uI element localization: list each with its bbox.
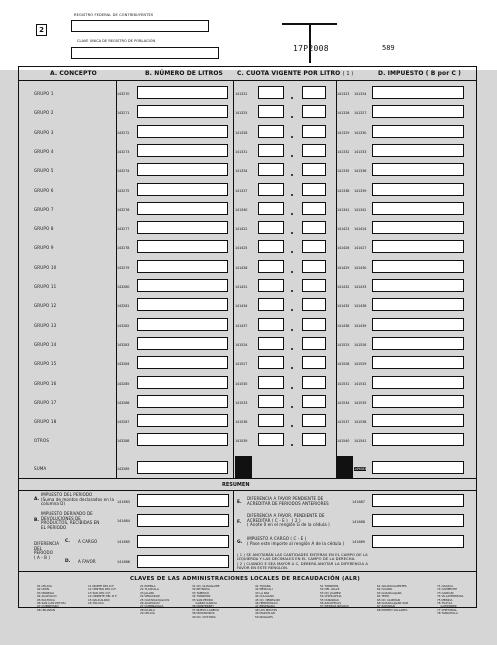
quota-integer-field[interactable] <box>258 356 284 369</box>
quota-integer-field[interactable] <box>258 395 284 408</box>
row-code-c1: 141428 <box>235 266 248 270</box>
col-b-header: B. NÚMERO DE LITROS <box>145 70 223 77</box>
tax-field[interactable] <box>372 318 464 331</box>
decimal-point <box>291 309 293 311</box>
quota-decimal-field[interactable] <box>302 260 326 273</box>
row-code-c2: 141438 <box>337 324 350 328</box>
row-label: GRUPO 17 <box>34 400 57 405</box>
tax-field[interactable] <box>372 260 464 273</box>
resumen-a-label: IMPUESTO DEL PERIODO (Suma de montos declarados en la columna D) <box>41 492 115 507</box>
resumen-b-code: 141684 <box>117 519 130 523</box>
row-code-c2: 141332 <box>337 150 350 154</box>
liters-field[interactable] <box>137 279 228 292</box>
row-code-b: 143270 <box>117 92 130 96</box>
row-code-c2: 141341 <box>337 208 350 212</box>
row-code-b: 143286 <box>117 401 130 405</box>
divider-b-c <box>233 80 234 478</box>
quota-integer-field[interactable] <box>258 298 284 311</box>
quota-integer-field[interactable] <box>258 240 284 253</box>
col-a-header: A. CONCEPTO <box>50 70 97 77</box>
decimal-point <box>291 116 293 118</box>
row-code-b: 143284 <box>117 362 130 366</box>
liters-field[interactable] <box>137 337 228 350</box>
row-code-c2: 141326 <box>337 111 350 115</box>
row-code-c1: 141325 <box>235 111 248 115</box>
resumen-d-letter: D. <box>65 559 71 564</box>
resumen-title: RESUMEN <box>222 482 250 488</box>
decimal-point <box>291 251 293 253</box>
resumen-g-letter: G. <box>237 540 243 545</box>
alr-column: 51 TORREON 52 DEL VALLE 53 CD. JUAREZ 54 CHIHUAHUA 55 DURANGO 56 ZACATECAS 57 PIEDRAS NEGRAS <box>320 584 349 609</box>
row-code-c2: 141338 <box>337 189 350 193</box>
decimal-point <box>291 194 293 196</box>
tax-field[interactable] <box>372 298 464 311</box>
row-label: GRUPO 12 <box>34 303 57 308</box>
decimal-point <box>291 155 293 157</box>
liters-field[interactable] <box>137 395 228 408</box>
decimal-point <box>291 271 293 273</box>
resumen-f-code: 141688 <box>352 520 365 524</box>
resumen-c-field[interactable] <box>137 535 229 548</box>
quota-integer-field[interactable] <box>258 163 284 176</box>
tax-field[interactable] <box>372 395 464 408</box>
row-code-d: 141532 <box>354 382 367 386</box>
resumen-g-label: IMPUESTO A CARGO ( C - E ) ( Pase este importe al renglón A de la cédula ) <box>247 536 345 546</box>
row-code-b: 143278 <box>117 246 130 250</box>
alr-column: 41 TIJUANA 42 MEXICALI 43 LA PAZ 44 CULIACAN 45 CD. OBREGON 46 HERMOSILLO 47 ENSENADA 48 LOS MOCHIS 49 MAZATLAN 50 NOGALES <box>255 584 280 619</box>
row-code-c1: 141425 <box>235 246 248 250</box>
quota-decimal-field[interactable] <box>302 414 326 427</box>
decimal-point <box>291 367 293 369</box>
resumen-c-label: A CARGO <box>78 539 98 544</box>
liters-field[interactable] <box>137 298 228 311</box>
diferencia-label: DIFERENCIA DEL PERIODO ( A - B ) <box>34 541 60 560</box>
tax-field[interactable] <box>372 414 464 427</box>
suma-code-d: 149083 <box>354 467 367 471</box>
row-label: GRUPO 2 <box>34 110 54 115</box>
row-code-c1: 141530 <box>235 382 248 386</box>
curp-field[interactable] <box>71 47 219 59</box>
row-code-d: 141342 <box>354 208 367 212</box>
row-label: GRUPO 9 <box>34 245 54 250</box>
row-label: GRUPO 11 <box>34 284 57 289</box>
tax-field[interactable] <box>372 202 464 215</box>
liters-field[interactable] <box>137 433 228 446</box>
row-label: GRUPO 4 <box>34 149 54 154</box>
row-label: GRUPO 16 <box>34 381 57 386</box>
decimal-point <box>291 290 293 292</box>
col-c-note: ( 1 ) <box>342 71 354 77</box>
decimal-point <box>291 174 293 176</box>
row-code-b: 143272 <box>117 131 130 135</box>
alr-column: 71 OAXACA 72 CAMPECHE 73 CANCUN 74 VILLAHERMOSA 75 MERIDA 76 TUXTLA GUTIERREZ 77 CHETUMAL 78 TAPACHULA <box>437 584 464 616</box>
row-code-d: 141439 <box>354 324 367 328</box>
suma-code-b: 143289 <box>117 467 130 471</box>
row-code-c2: 141531 <box>337 382 350 386</box>
row-code-b: 143282 <box>117 324 130 328</box>
row-label: GRUPO 6 <box>34 188 54 193</box>
tax-field[interactable] <box>372 433 464 446</box>
row-label: GRUPO 8 <box>34 226 54 231</box>
tax-field[interactable] <box>372 163 464 176</box>
row-code-d: 141427 <box>354 246 367 250</box>
row-code-c2: 141537 <box>337 420 350 424</box>
tax-field[interactable] <box>372 221 464 234</box>
suma-block-d <box>336 456 353 478</box>
row-code-c1: 141434 <box>235 304 248 308</box>
row-code-d: 141433 <box>354 285 367 289</box>
tax-field[interactable] <box>372 376 464 389</box>
row-code-c2: 141423 <box>337 227 350 231</box>
row-code-d: 141424 <box>354 227 367 231</box>
resumen-g-code: 141689 <box>352 540 365 544</box>
resumen-a-code: 141683 <box>117 500 130 504</box>
row-code-c2: 141534 <box>337 401 350 405</box>
liters-field[interactable] <box>137 202 228 215</box>
row-code-d: 141538 <box>354 420 367 424</box>
row-code-c1: 141340 <box>235 208 248 212</box>
quota-decimal-field[interactable] <box>302 337 326 350</box>
row-code-c2: 141540 <box>337 439 350 443</box>
row-code-c1: 141536 <box>235 420 248 424</box>
row-code-b: 143276 <box>117 208 130 212</box>
row-code-c1: 141322 <box>235 92 248 96</box>
tax-field[interactable] <box>372 356 464 369</box>
col-c-header <box>237 70 353 77</box>
row-code-b: 143271 <box>117 111 130 115</box>
suma-tax-field[interactable] <box>372 461 464 474</box>
row-code-d: 141526 <box>354 343 367 347</box>
row-label: GRUPO 18 <box>34 419 57 424</box>
row-code-d: 141436 <box>354 304 367 308</box>
row-code-c1: 141422 <box>235 227 248 231</box>
rfc-field[interactable] <box>71 20 209 32</box>
liters-field[interactable] <box>137 356 228 369</box>
quota-integer-field[interactable] <box>258 337 284 350</box>
decimal-point <box>291 444 293 446</box>
row-code-c1: 141437 <box>235 324 248 328</box>
row-label: GRUPO 15 <box>34 361 57 366</box>
col-d-header: D. IMPUESTO ( B por C ) <box>378 70 462 77</box>
quota-decimal-field[interactable] <box>302 356 326 369</box>
quota-integer-field[interactable] <box>258 183 284 196</box>
quota-decimal-field[interactable] <box>302 318 326 331</box>
row-code-c1: 141527 <box>235 362 248 366</box>
alr-column: 11 NORTE DEL D.F. 12 CENTRO DEL D.F. 13 SUR DEL D.F. 14 ORIENTE DEL D.F. 15 NAUCALPAN 16 TOLUCA <box>88 584 118 606</box>
decimal-point <box>291 136 293 138</box>
row-code-d: 141535 <box>354 401 367 405</box>
quota-decimal-field[interactable] <box>302 298 326 311</box>
suma-bottom-line <box>18 478 477 479</box>
row-label: GRUPO 1 <box>34 91 54 96</box>
quota-decimal-field[interactable] <box>302 279 326 292</box>
row-code-d: 141324 <box>354 92 367 96</box>
resumen-b-field[interactable] <box>137 514 229 527</box>
quota-integer-field[interactable] <box>258 144 284 157</box>
liters-field[interactable] <box>137 144 228 157</box>
row-code-c2: 141329 <box>337 131 350 135</box>
row-code-c1: 141539 <box>235 439 248 443</box>
liters-field[interactable] <box>137 125 228 138</box>
row-code-c1: 141524 <box>235 343 248 347</box>
handwritten-rfc: 17P2008 <box>293 44 329 53</box>
divider-c-d <box>336 80 337 478</box>
row-code-b: 143285 <box>117 382 130 386</box>
liters-field[interactable] <box>137 318 228 331</box>
liters-field[interactable] <box>137 221 228 234</box>
resumen-f-label: DIFERENCIA A FAVOR, PENDIENTE DE ACREDITAR ( C - E ) ( 2 ) ( Anote 0 en el renglón G de la cédula ) <box>247 513 330 528</box>
decimal-point <box>291 329 293 331</box>
handwritten-number: 589 <box>382 44 395 52</box>
row-code-c2: 141528 <box>337 362 350 366</box>
resumen-e-field[interactable] <box>372 494 464 507</box>
liters-field[interactable] <box>137 105 228 118</box>
quota-integer-field[interactable] <box>258 279 284 292</box>
resumen-f-field[interactable] <box>372 514 464 527</box>
decimal-point <box>291 406 293 408</box>
row-code-c1: 141431 <box>235 285 248 289</box>
row-code-c2: 141429 <box>337 266 350 270</box>
resumen-b-letter: B. <box>34 518 40 523</box>
tax-field[interactable] <box>372 125 464 138</box>
row-label: GRUPO 3 <box>34 130 54 135</box>
row-code-c1: 141334 <box>235 169 248 173</box>
liters-field[interactable] <box>137 163 228 176</box>
quota-integer-field[interactable] <box>258 86 284 99</box>
row-code-b: 143273 <box>117 150 130 154</box>
resumen-e-label: DIFERENCIA A FAVOR PENDIENTE DE ACREDITAR DE PERIODOS ANTERIORES <box>247 496 329 506</box>
t-mark-stem <box>309 23 311 63</box>
row-code-d: 141336 <box>354 169 367 173</box>
quota-decimal-field[interactable] <box>302 86 326 99</box>
row-code-d: 141430 <box>354 266 367 270</box>
resumen-middle-divider <box>233 490 234 571</box>
row-code-c2: 141335 <box>337 169 350 173</box>
liters-field[interactable] <box>137 240 228 253</box>
quota-integer-field[interactable] <box>258 221 284 234</box>
quota-integer-field[interactable] <box>258 376 284 389</box>
quota-decimal-field[interactable] <box>302 376 326 389</box>
decimal-point <box>291 213 293 215</box>
row-code-d: 141541 <box>354 439 367 443</box>
tax-field[interactable] <box>372 86 464 99</box>
claves-divider <box>18 571 477 572</box>
row-code-d: 141327 <box>354 111 367 115</box>
quota-decimal-field[interactable] <box>302 125 326 138</box>
row-code-b: 143287 <box>117 420 130 424</box>
row-code-c2: 141426 <box>337 246 350 250</box>
quota-integer-field[interactable] <box>258 202 284 215</box>
row-code-c1: 141533 <box>235 401 248 405</box>
row-label: GRUPO 5 <box>34 168 54 173</box>
resumen-e-letter: E. <box>237 500 242 505</box>
quota-integer-field[interactable] <box>258 125 284 138</box>
row-code-c2: 141525 <box>337 343 350 347</box>
quota-integer-field[interactable] <box>258 318 284 331</box>
row-code-b: 143288 <box>117 439 130 443</box>
resumen-notes: ( 1 ) SE ANOTARÁN LAS CANTIDADES ENTERAS EN EL CAMPO DE LA IZQUIERDA Y LAS DECIMALES EN EL CAMPO DE LA DERECHA. ( 2 ) CUANDO E SEA MAYOR A C, DEBERÁ ANOTAR LA DIFERENCIA A FAVOR EN ESTE RENGLÓN. <box>237 553 368 570</box>
quota-decimal-field[interactable] <box>302 183 326 196</box>
row-code-b: 143279 <box>117 266 130 270</box>
resumen-b-label: IMPUESTO DERIVADO DE DEVOLUCIONES DE PRODUCTOS, RECIBIDAS EN EL PERIODO <box>41 511 100 530</box>
row-code-d: 141339 <box>354 189 367 193</box>
suma-block-c <box>235 456 252 478</box>
resumen-divider <box>18 490 477 491</box>
resumen-d-label: A FAVOR <box>78 559 96 564</box>
alr-column: 01 CELAYA 02 LEON 03 MORELIA 04 ACAPULCO 05 PACHUCA 06 SAN LUIS POTOSI 07 QUERETARO 08 URUAPAN <box>37 584 66 612</box>
resumen-c-letter: C. <box>65 539 70 544</box>
rfc-label: REGISTRO FEDERAL DE CONTRIBUYENTES <box>74 13 154 17</box>
row-code-c2: 141323 <box>337 92 350 96</box>
quota-integer-field[interactable] <box>258 414 284 427</box>
quota-decimal-field[interactable] <box>302 202 326 215</box>
row-label: GRUPO 10 <box>34 265 57 270</box>
quota-integer-field[interactable] <box>258 433 284 446</box>
suma-label: SUMA <box>34 466 47 471</box>
alr-column: 61 AGUASCALIENTES 62 COLIMA 63 GUADALAJARA 64 TEPIC 65 CD. GUZMAN 66 GUADALAJARA SUR 67 ZAPOPAN 68 PUERTO VALLARTA <box>377 584 409 612</box>
resumen-g-field[interactable] <box>372 535 464 548</box>
liters-field[interactable] <box>137 376 228 389</box>
row-label: GRUPO 13 <box>34 323 57 328</box>
liters-field[interactable] <box>137 260 228 273</box>
liters-field[interactable] <box>137 414 228 427</box>
alr-column: 21 PUEBLA 22 TLAXCALA 23 JALAPA 24 VERACRUZ 25 COATZACOALCOS 26 ACAPULCO 27 CUERNAVACA 28 IGUALA 29 CELAYA <box>140 584 170 616</box>
row-code-b: 143281 <box>117 304 130 308</box>
tax-field[interactable] <box>372 337 464 350</box>
decimal-point <box>291 348 293 350</box>
form-number: 2 <box>36 24 47 36</box>
resumen-c-code: 141685 <box>117 540 130 544</box>
resumen-a-letter: A. <box>34 497 40 502</box>
row-code-d: 141529 <box>354 362 367 366</box>
row-code-d: 141330 <box>354 131 367 135</box>
tax-field[interactable] <box>372 279 464 292</box>
divider-a-b <box>116 80 117 478</box>
quota-decimal-field[interactable] <box>302 240 326 253</box>
liters-field[interactable] <box>137 183 228 196</box>
quota-decimal-field[interactable] <box>302 433 326 446</box>
quota-decimal-field[interactable] <box>302 105 326 118</box>
row-code-b: 143275 <box>117 189 130 193</box>
row-code-b: 143274 <box>117 169 130 173</box>
tax-field[interactable] <box>372 240 464 253</box>
row-code-c2: 141435 <box>337 304 350 308</box>
header-divider <box>18 80 477 81</box>
decimal-point <box>291 425 293 427</box>
resumen-a-field[interactable] <box>137 494 229 507</box>
tax-field[interactable] <box>372 105 464 118</box>
quota-decimal-field[interactable] <box>302 163 326 176</box>
row-code-c1: 141328 <box>235 131 248 135</box>
resumen-e-code: 141687 <box>352 500 365 504</box>
claves-title: CLAVES DE LAS ADMINISTRACIONES LOCALES DE RECAUDACIÓN (ALR) <box>130 576 361 582</box>
decimal-point <box>291 387 293 389</box>
quota-decimal-field[interactable] <box>302 395 326 408</box>
row-code-b: 143283 <box>117 343 130 347</box>
col-c-title: C. CUOTA VIGENTE POR LITRO <box>237 70 341 77</box>
tax-field[interactable] <box>372 183 464 196</box>
decimal-point <box>291 232 293 234</box>
row-code-c1: 141331 <box>235 150 248 154</box>
resumen-f-letter: F. <box>237 520 242 525</box>
row-code-b: 143277 <box>117 227 130 231</box>
row-code-c2: 141432 <box>337 285 350 289</box>
quota-decimal-field[interactable] <box>302 221 326 234</box>
quota-integer-field[interactable] <box>258 260 284 273</box>
row-label: GRUPO 14 <box>34 342 57 347</box>
decimal-point <box>291 97 293 99</box>
row-code-c1: 141337 <box>235 189 248 193</box>
curp-label: CLAVE ÚNICA DE REGISTRO DE POBLACIÓN <box>77 39 156 43</box>
header-area <box>0 0 497 70</box>
liters-field[interactable] <box>137 86 228 99</box>
resumen-d-code: 141686 <box>117 560 130 564</box>
row-code-d: 141333 <box>354 150 367 154</box>
row-label: GRUPO 7 <box>34 207 54 212</box>
alr-column: 31 CD. GUADALUPE 32 REYNOSA 33 TAMPICO 34 TORREON 35 SAN PEDRO GARZA GARCIA 36 MONTERREY 37 NUEVO LAREDO 38 MATAMOROS 39 CD. VICTORIA <box>192 584 220 619</box>
row-label: OTROS <box>34 438 50 443</box>
quota-decimal-field[interactable] <box>302 144 326 157</box>
tax-field[interactable] <box>372 144 464 157</box>
quota-integer-field[interactable] <box>258 105 284 118</box>
row-code-b: 143280 <box>117 285 130 289</box>
resumen-d-field[interactable] <box>137 555 229 568</box>
suma-liters-field[interactable] <box>137 461 228 474</box>
